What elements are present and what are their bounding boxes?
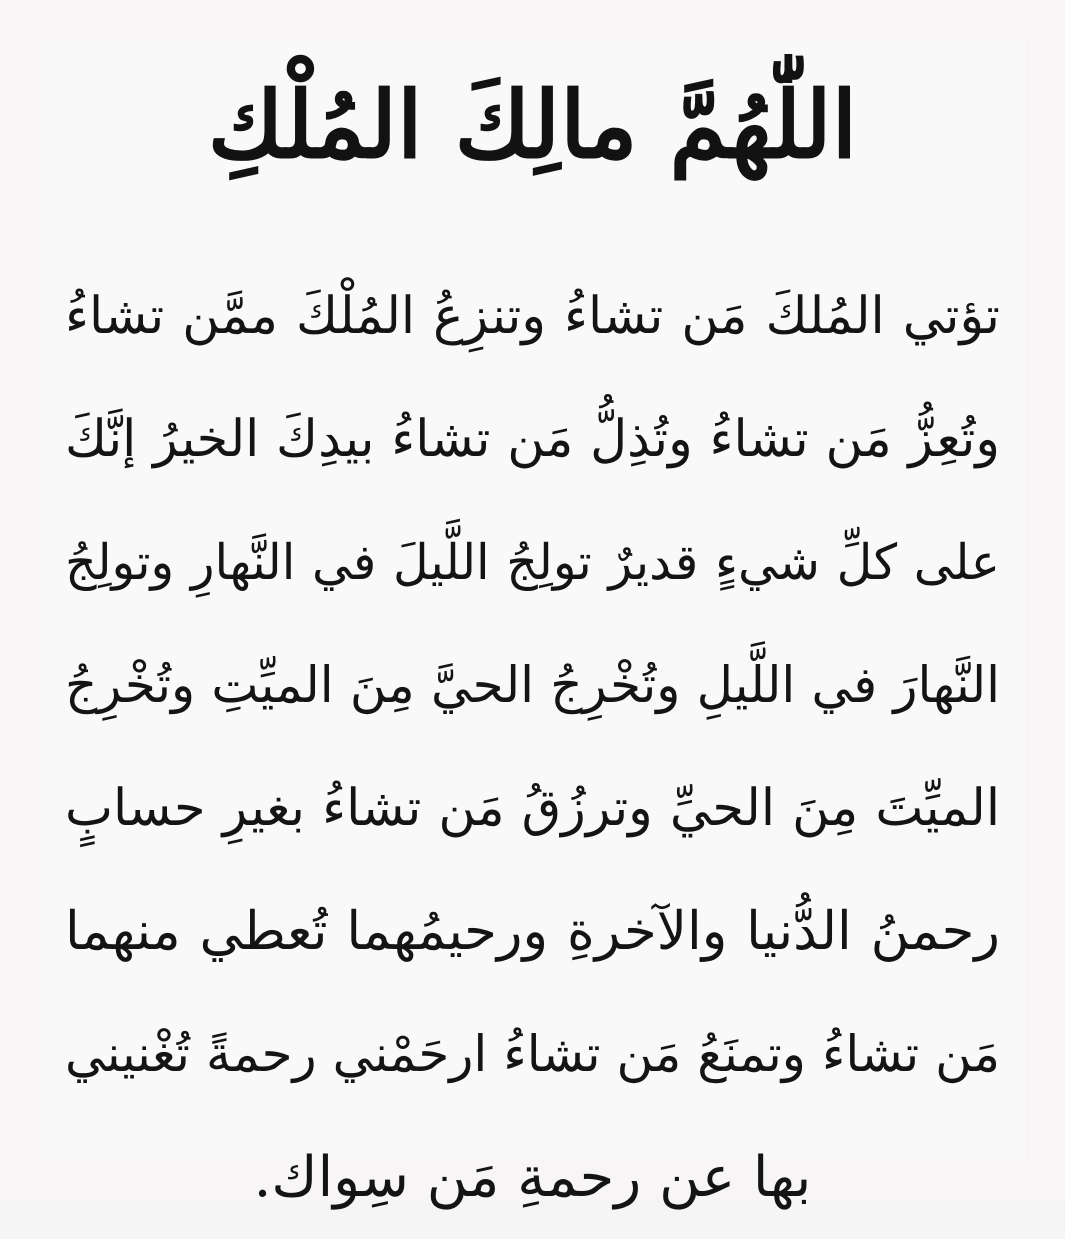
prayer-line: وتُعِزُّ مَن تشاءُ وتُذِلُّ مَن تشاءُ بيدِكَ الخيرُ إنَّكَ [65, 410, 1000, 469]
prayer-line: الميِّتَ مِنَ الحيِّ وترزُقُ مَن تشاءُ بغيرِ حسابٍ [65, 779, 1000, 838]
prayer-line: رحمنُ الدُّنيا والآخرةِ ورحيمُهما تُعطي منهما [65, 901, 1000, 962]
prayer-line: مَن تشاءُ وتمنَعُ مَن تشاءُ ارحَمْني رحمةً تُغْنيني [65, 1025, 1000, 1083]
prayer-line: النَّهارَ في اللَّيلِ وتُخْرِجُ الحيَّ مِنَ الميِّتِ وتُخْرِجُ [65, 656, 1000, 714]
prayer-title: اللّٰهُمَّ مالِكَ المُلْكِ [207, 71, 858, 179]
prayer-line-final: بها عن رحمةِ مَن سِواك. [253, 1145, 812, 1210]
prayer-line: تؤتي المُلكَ مَن تشاءُ وتنزِعُ المُلْكَ ممَّن تشاءُ [65, 287, 1000, 346]
prayer-line: على كلِّ شيءٍ قديرٌ تولِجُ اللَّيلَ في النَّهارِ وتولِجُ [65, 534, 1000, 591]
